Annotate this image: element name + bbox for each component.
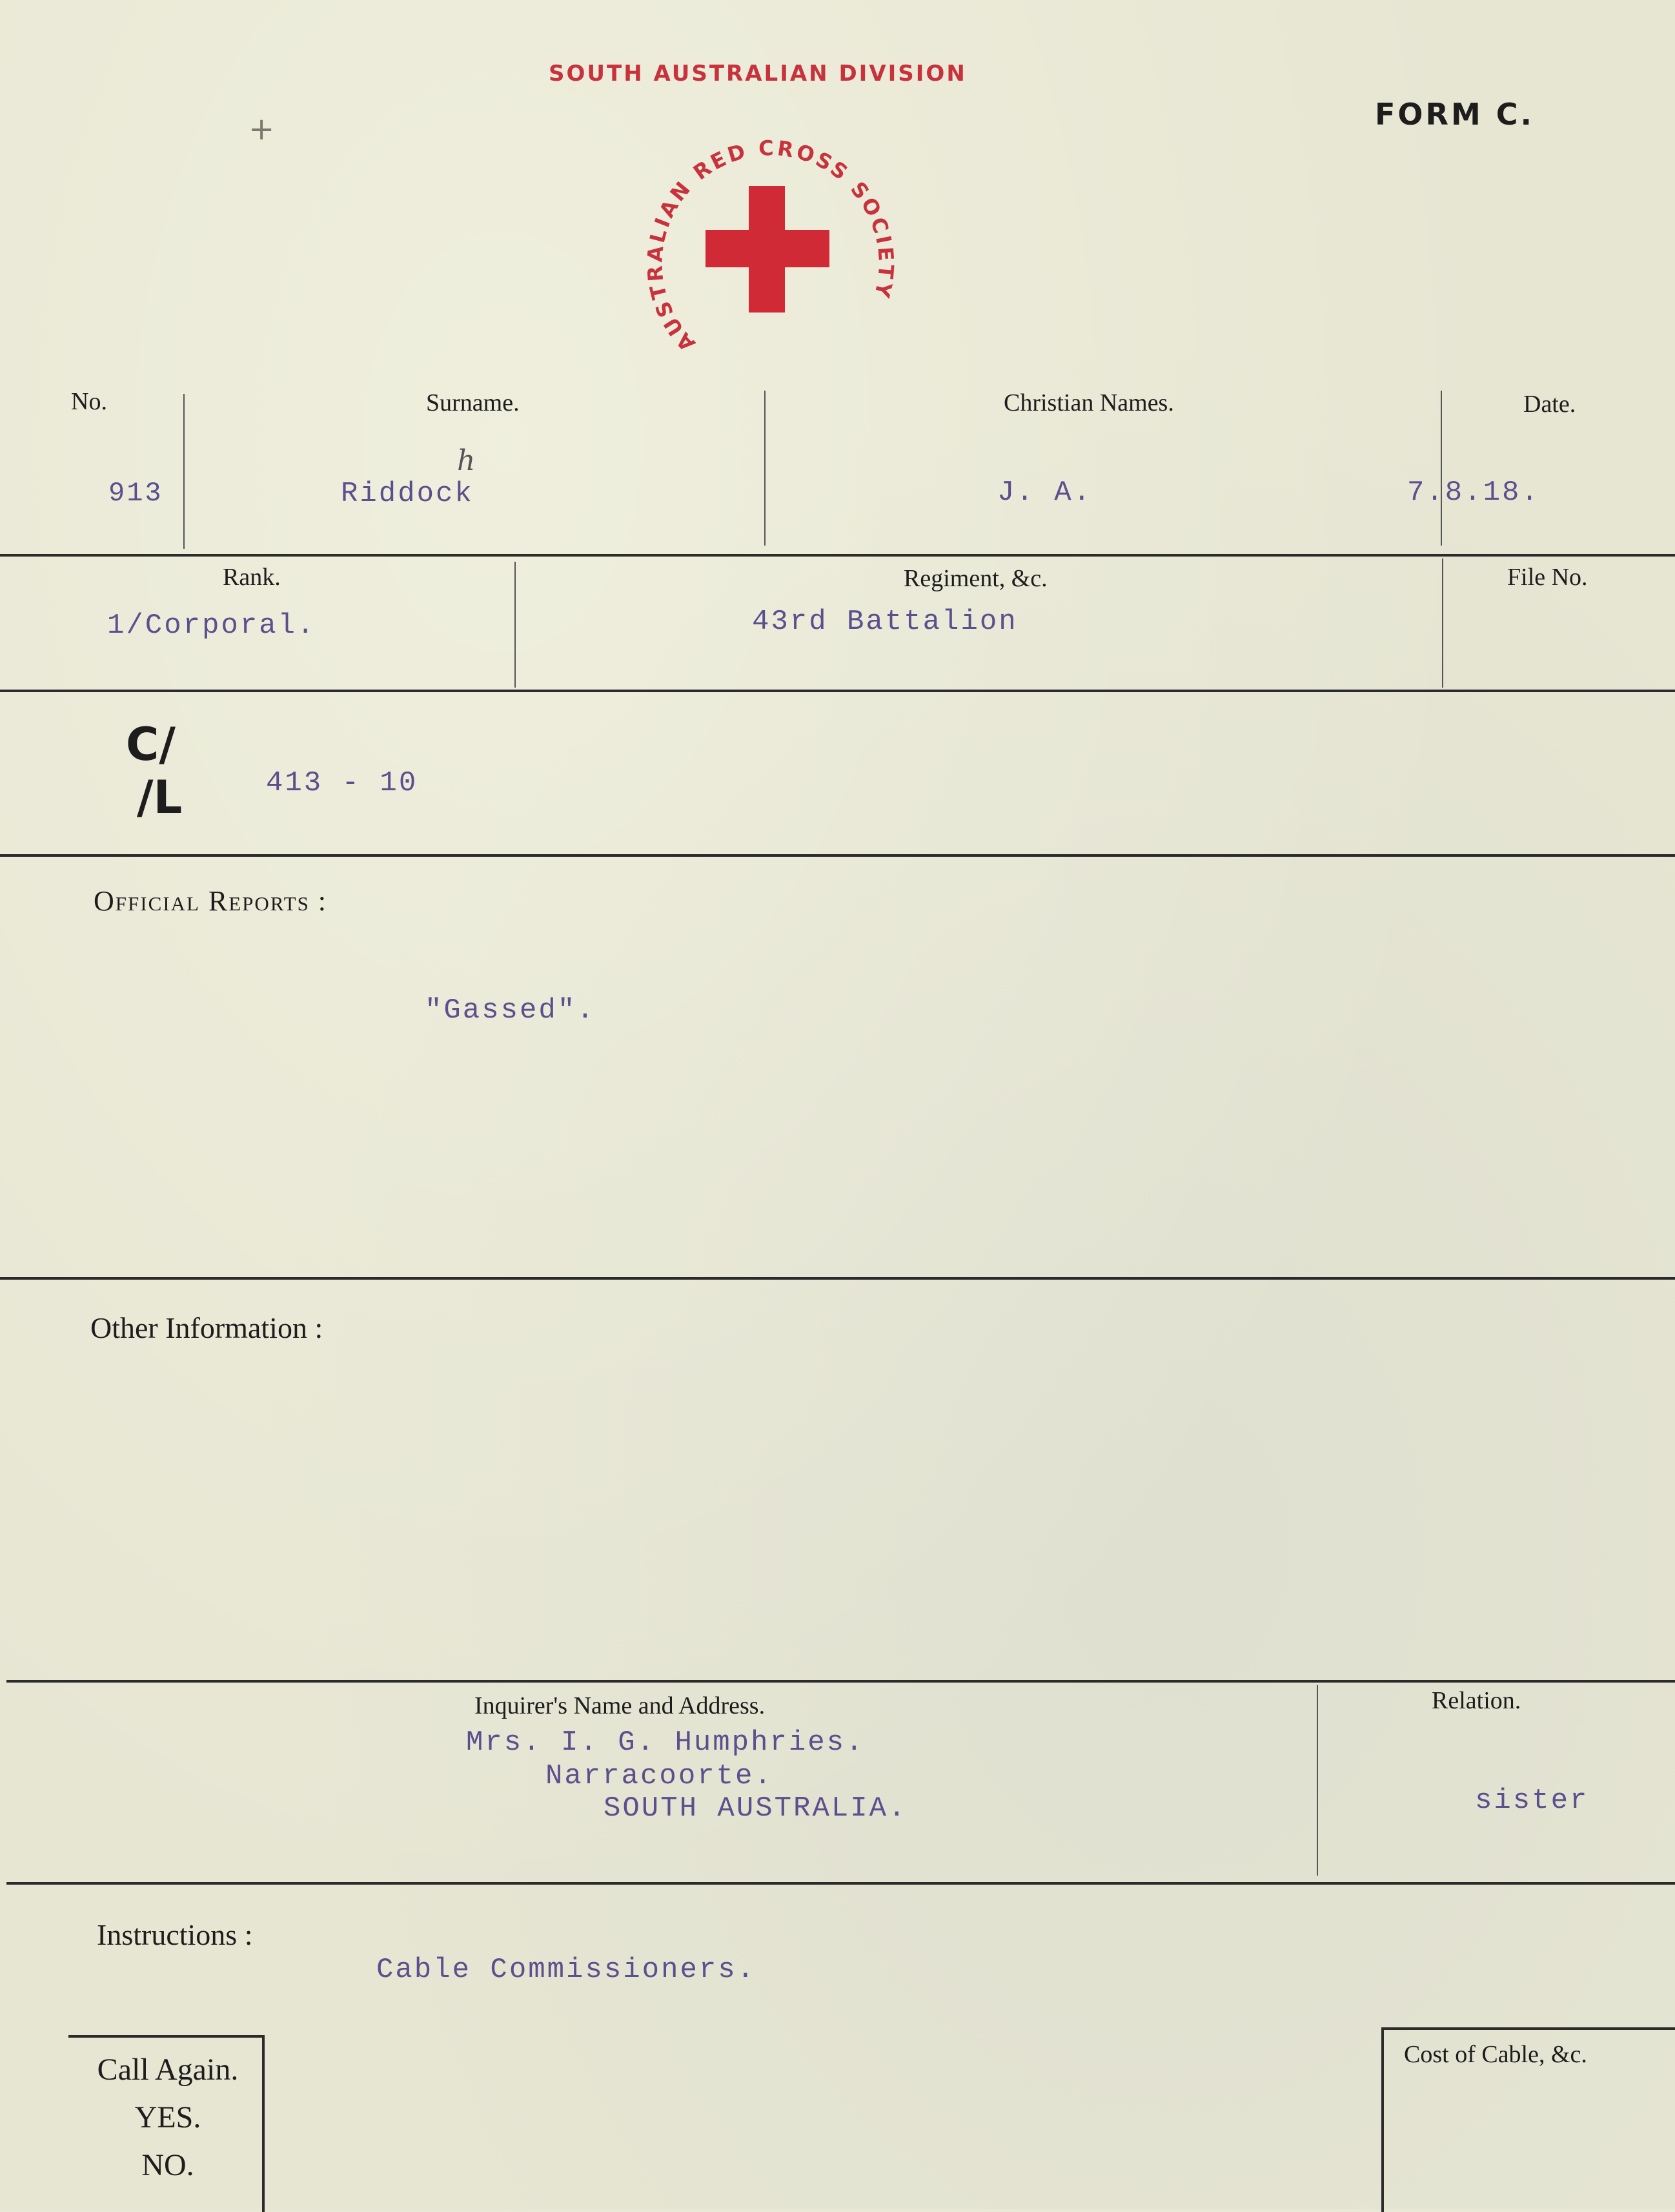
- relation-divider: [1317, 1685, 1318, 1876]
- cl-value: 413 - 10: [266, 767, 418, 799]
- file-no-label: File No.: [1507, 564, 1588, 591]
- regiment-label: Regiment, &c.: [904, 565, 1048, 592]
- relation-label: Relation.: [1432, 1687, 1521, 1714]
- rule-5: [6, 1680, 1675, 1683]
- call-again-no: NO.: [141, 2148, 194, 2182]
- cl-top: C/: [126, 718, 176, 771]
- relation-value: sister: [1475, 1785, 1589, 1817]
- rank-label: Rank.: [223, 564, 281, 591]
- row2-divider-2: [1442, 558, 1443, 688]
- regiment-value: 43rd Battalion: [752, 606, 1018, 638]
- division-heading: SOUTH AUSTRALIAN DIVISION: [549, 61, 967, 87]
- inquirer-line-1: Mrs. I. G. Humphries.: [466, 1726, 865, 1759]
- red-cross-emblem: [645, 123, 904, 374]
- surname-value: Riddock: [341, 478, 474, 510]
- inquirer-line-2: Narracoorte.: [545, 1760, 773, 1792]
- no-value: 913: [108, 478, 163, 509]
- rule-2: [0, 690, 1675, 692]
- row1-divider-1: [183, 394, 185, 549]
- other-information-label: Other Information :: [90, 1311, 323, 1344]
- instructions-label: Instructions :: [97, 1918, 253, 1951]
- form-title: FORM C.: [1375, 97, 1534, 132]
- rule-3: [0, 854, 1675, 857]
- christian-names-value: J. A.: [997, 476, 1093, 509]
- call-again-yes: YES.: [134, 2100, 201, 2135]
- surname-correction: h: [457, 444, 476, 477]
- cost-of-cable-label: Cost of Cable, &c.: [1404, 2041, 1587, 2068]
- rule-1: [0, 554, 1675, 557]
- inquirer-label: Inquirer's Name and Address.: [474, 1692, 766, 1719]
- christian-names-label: Christian Names.: [1004, 389, 1174, 416]
- no-label: No.: [71, 388, 107, 415]
- row1-divider-3: [1441, 391, 1442, 546]
- red-cross-icon: [645, 123, 904, 374]
- surname-label: Surname.: [426, 389, 520, 416]
- official-reports-label: Official Reports :: [94, 885, 328, 917]
- date-label: Date.: [1523, 391, 1576, 418]
- official-reports-value: "Gassed".: [425, 994, 596, 1027]
- date-value: 7.8.18.: [1407, 476, 1540, 509]
- instructions-value: Cable Commissioners.: [376, 1954, 756, 1986]
- call-again-label: Call Again.: [97, 2053, 239, 2087]
- row1-divider-2: [764, 391, 766, 546]
- svg-text:AUSTRALIAN RED CROSS SOCIETY: AUST LIAN RED CROSS SOCIETY: [645, 136, 899, 356]
- rule-4: [0, 1277, 1675, 1280]
- cl-bottom: /L: [137, 771, 183, 824]
- rank-value: 1/Corporal.: [107, 609, 316, 642]
- row2-divider-1: [514, 562, 516, 688]
- inquirer-line-3: SOUTH AUSTRALIA.: [604, 1792, 908, 1825]
- pencil-mark: +: [249, 111, 275, 147]
- rule-6: [6, 1882, 1675, 1885]
